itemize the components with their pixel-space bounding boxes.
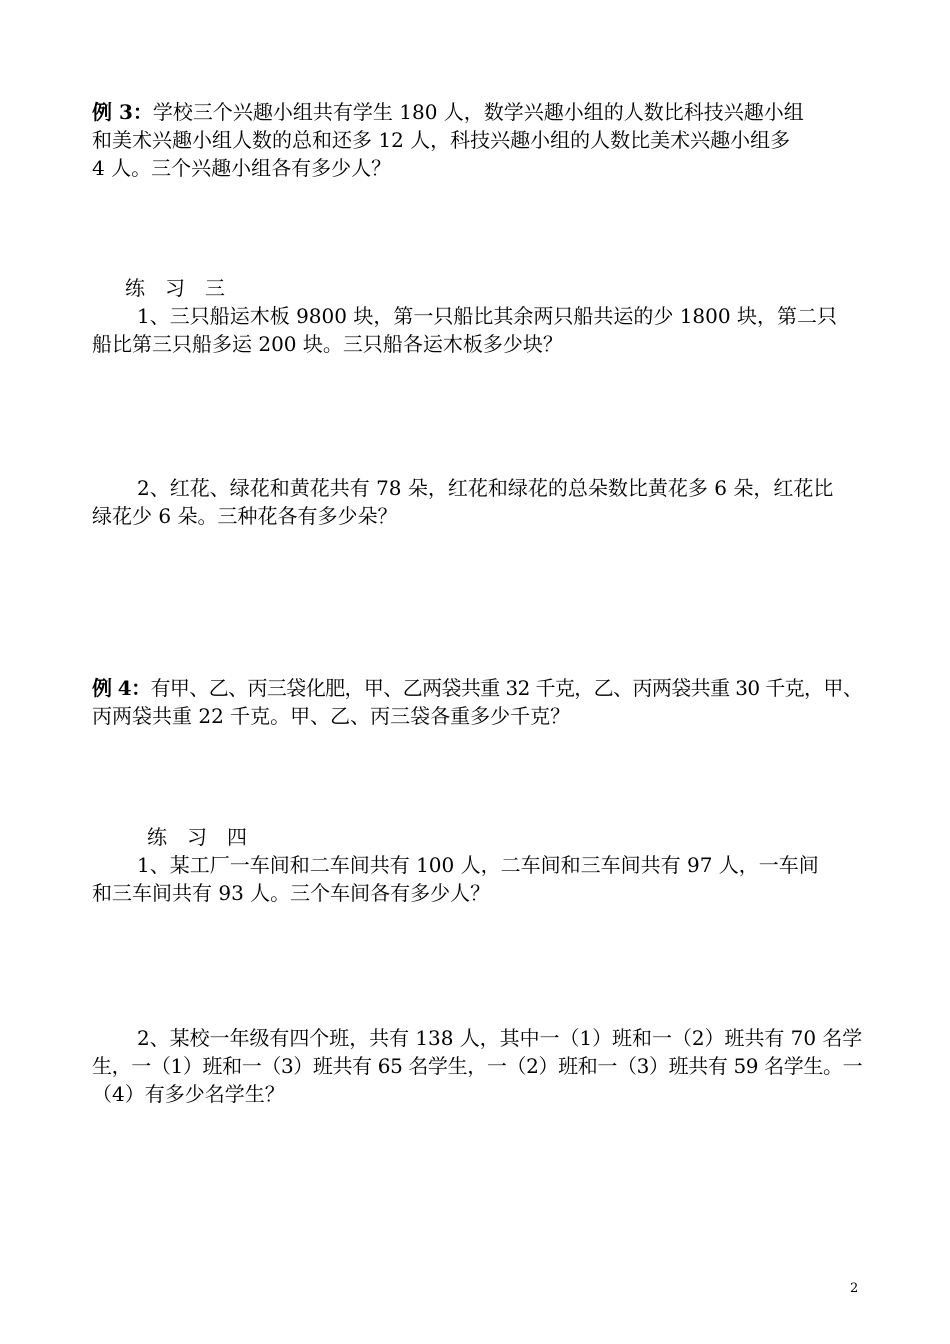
example-4-line-2: 丙两袋共重 22 千克。甲、乙、丙三袋各重多少千克？ — [92, 704, 571, 728]
example-4-text-1: 有甲、乙、丙三袋化肥，甲、乙两袋共重 32 千克，乙、丙两袋共重 30 千克，甲、 — [150, 676, 863, 700]
example-3-text-1: 学校三个兴趣小组共有学生 180 人，数学兴趣小组的人数比科技兴趣小组 — [152, 100, 804, 124]
page-number: 2 — [850, 1281, 859, 1296]
practice-4-q1-line-1: 1、某工厂一车间和二车间共有 100 人，二车间和三车间共有 97 人，一车间 — [137, 853, 819, 877]
practice-4-q2-line-2: 生，一（1）班和一（3）班共有 65 名学生，一（2）班和一（3）班共有 59 名学生。一 — [92, 1054, 863, 1078]
example-4-line-1 — [92, 675, 862, 701]
practice-3-q1-line-2: 船比第三只船多运 200 块。三只船各运木板多少块？ — [92, 332, 563, 356]
example-4-label: 例 4 — [92, 676, 132, 700]
practice-4-q2-line-3: （4）有多少名学生？ — [92, 1082, 285, 1106]
practice-3-q2-line-1: 2、红花、绿花和黄花共有 78 朵，红花和绿花的总朵数比黄花多 6 朵，红花比 — [137, 476, 834, 500]
practice-3-title: 练 习 三 — [125, 276, 225, 300]
practice-3-q2-line-2: 绿花少 6 朵。三种花各有多少朵？ — [92, 504, 398, 528]
example-3-line-2: 和美术兴趣小组人数的总和还多 12 人，科技兴趣小组的人数比美术兴趣小组多 — [92, 128, 791, 152]
example-3-line-1 — [92, 99, 804, 125]
practice-4-q2-line-1: 2、某校一年级有四个班，共有 138 人，其中一（1）班和一（2）班共有 70 名学 — [137, 1026, 863, 1050]
practice-4-q1-line-2: 和三车间共有 93 人。三个车间各有多少人？ — [92, 881, 491, 905]
example-4-colon: ： — [131, 676, 151, 700]
practice-4-title: 练 习 四 — [147, 825, 247, 849]
practice-3-q1-line-1: 1、三只船运木板 9800 块，第一只船比其余两只船共运的少 1800 块，第二只 — [137, 304, 837, 328]
example-3-line-3: 4 人。三个兴趣小组各有多少人？ — [92, 156, 392, 180]
example-3-label: 例 3 — [92, 100, 133, 124]
example-3-colon: ： — [132, 100, 153, 124]
